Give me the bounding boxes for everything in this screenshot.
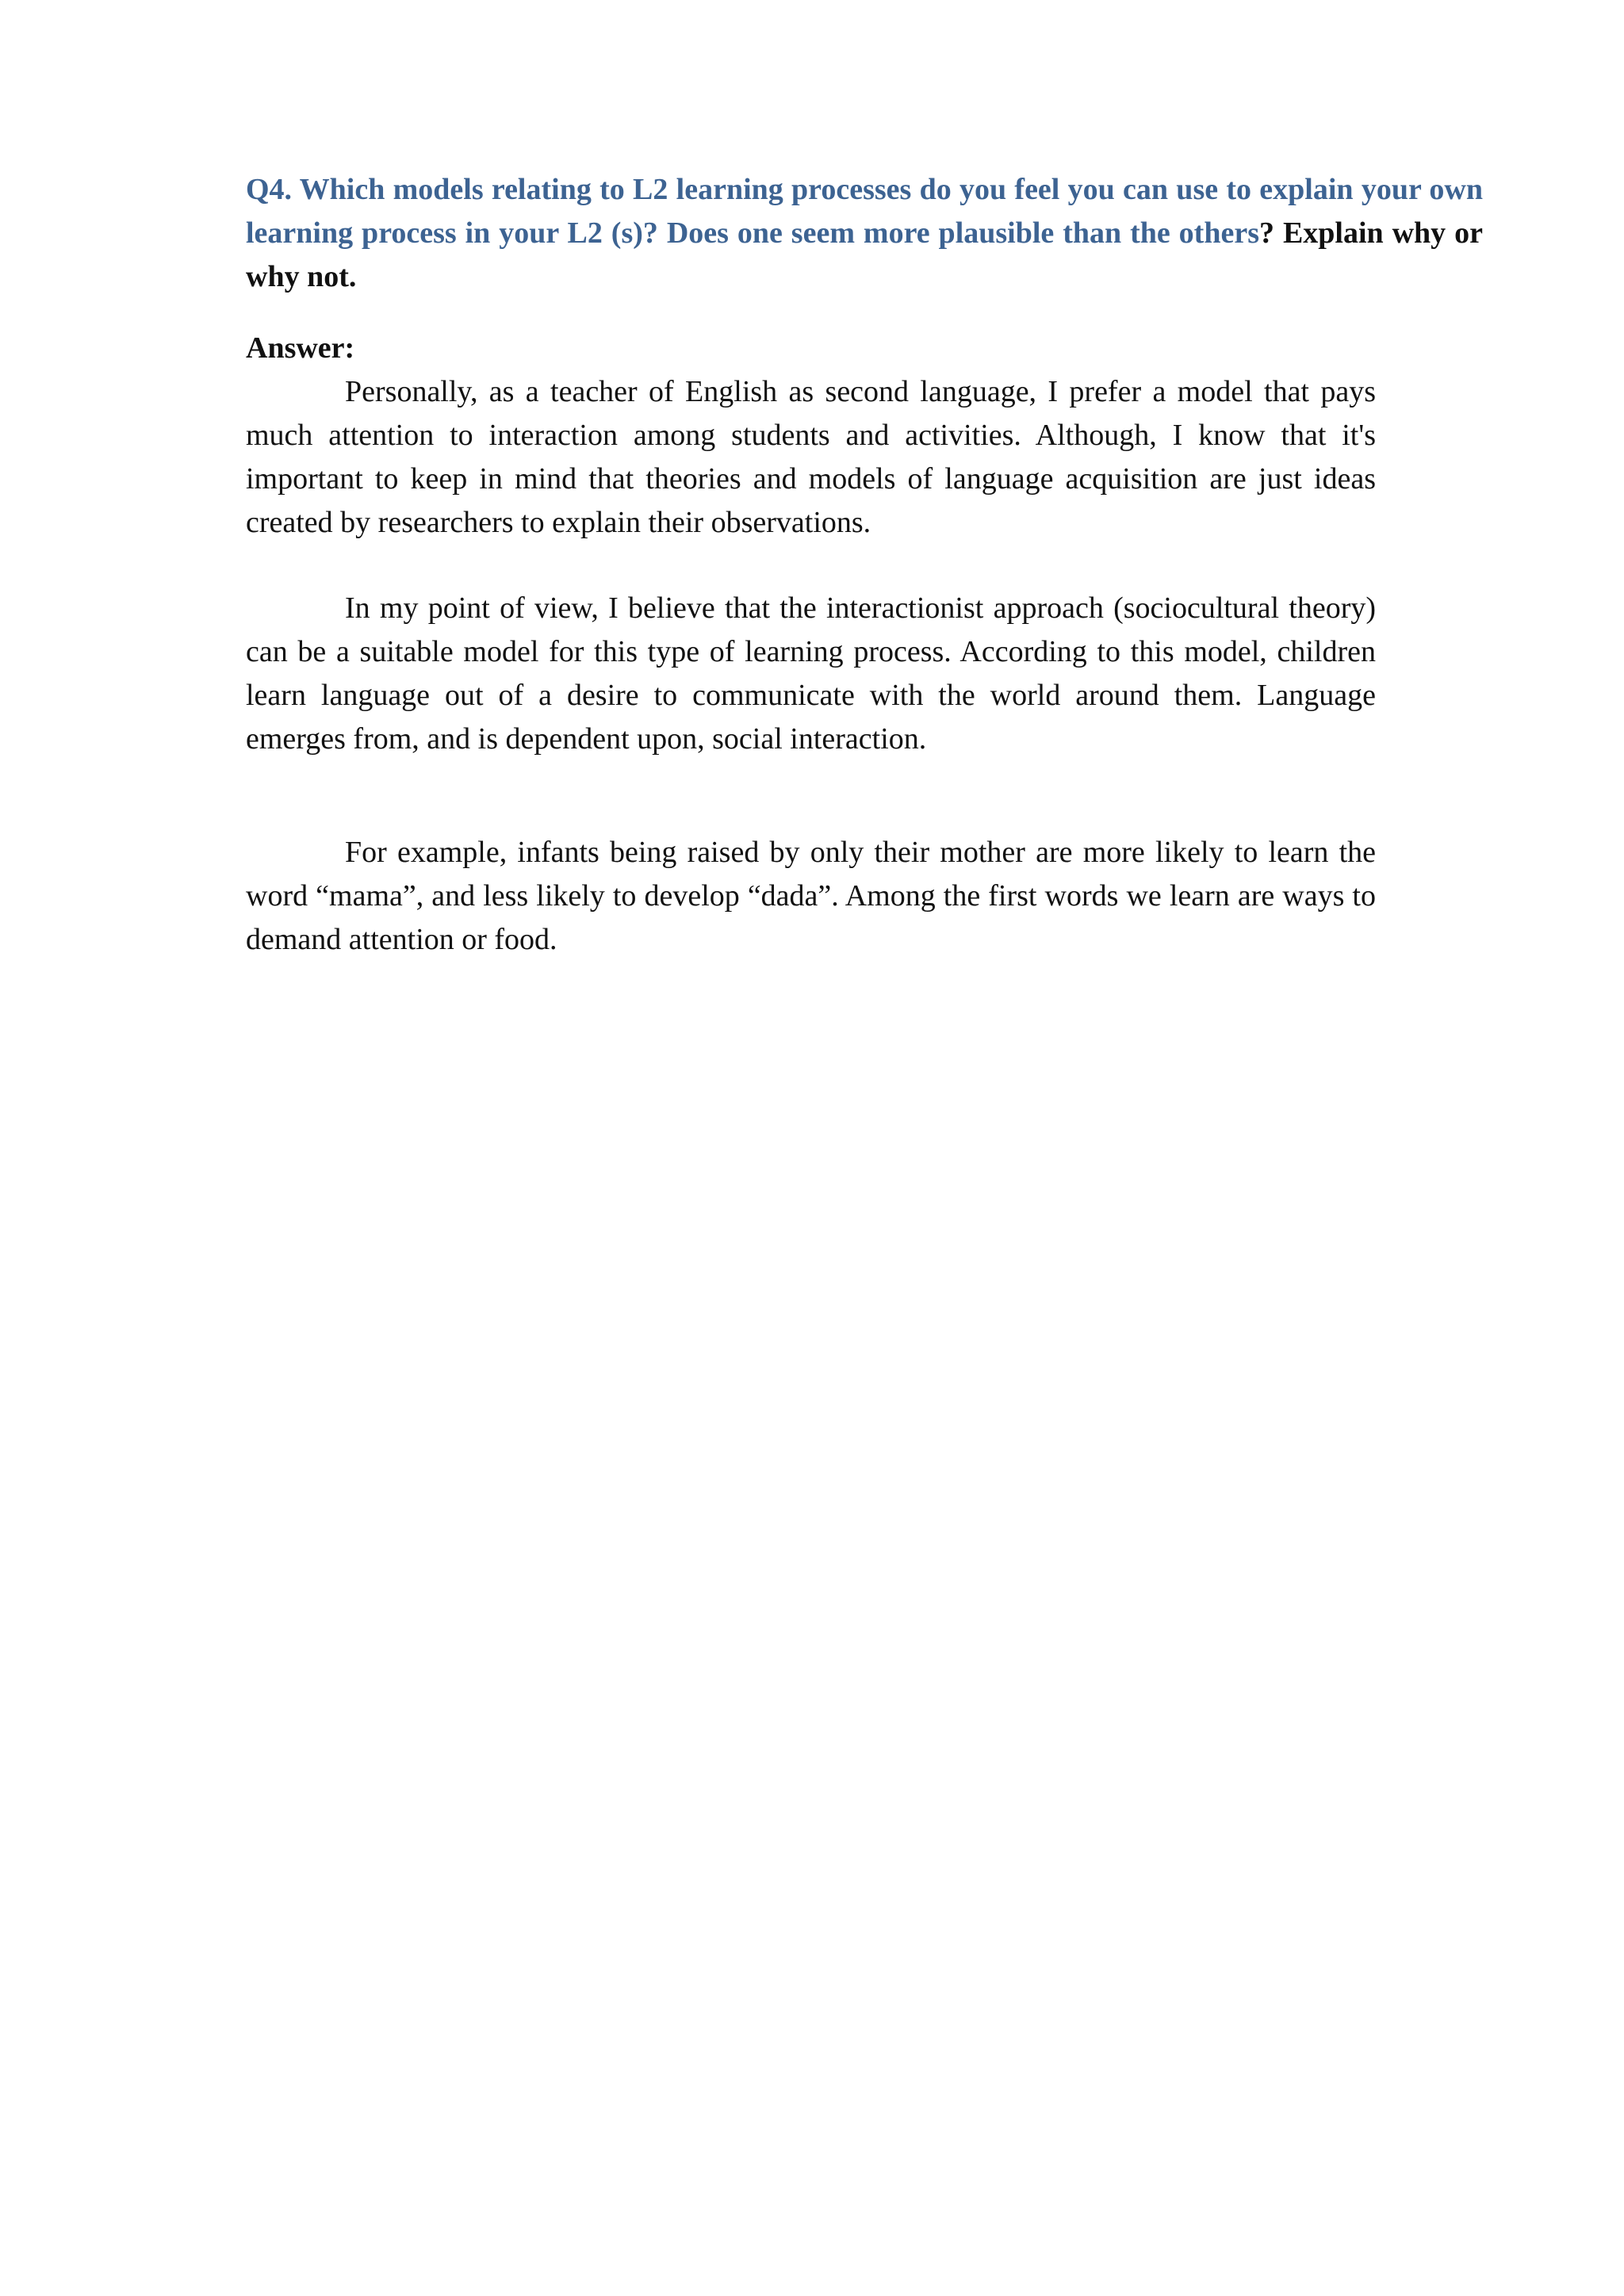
answer-paragraph-1: Personally, as a teacher of English as second language, I prefer a model that pays much attention to interaction among students and activities. Although, I know that it's important to keep in mind that theories and models of language acquisition are just ideas created by researchers to explain their observations. <box>246 375 1376 539</box>
answer-paragraph-3: For example, infants being raised by only their mother are more likely to learn the word “mama”, and less likely to develop “dada”. Among the first words we learn are ways to demand attention or food. <box>246 836 1376 956</box>
question-text-highlighted: Q4. Which models relating to L2 learning processes do you feel you can use to explain your own learning process in your L2 (s)? Does one seem more plausible than the others <box>246 173 1483 250</box>
question-text-plain: ? Explain why or why not. <box>246 216 1483 293</box>
answer-paragraph-2: In my point of view, I believe that the interactionist approach (sociocultural theory) can be a suitable model for this type of learning process. According to this model, children learn language out of a desire to communicate with the world around them. Language emerges from, and is dependent upon, social interaction. <box>246 591 1376 756</box>
question-q4 <box>246 168 1483 299</box>
answer-heading: Answer: <box>246 331 355 365</box>
